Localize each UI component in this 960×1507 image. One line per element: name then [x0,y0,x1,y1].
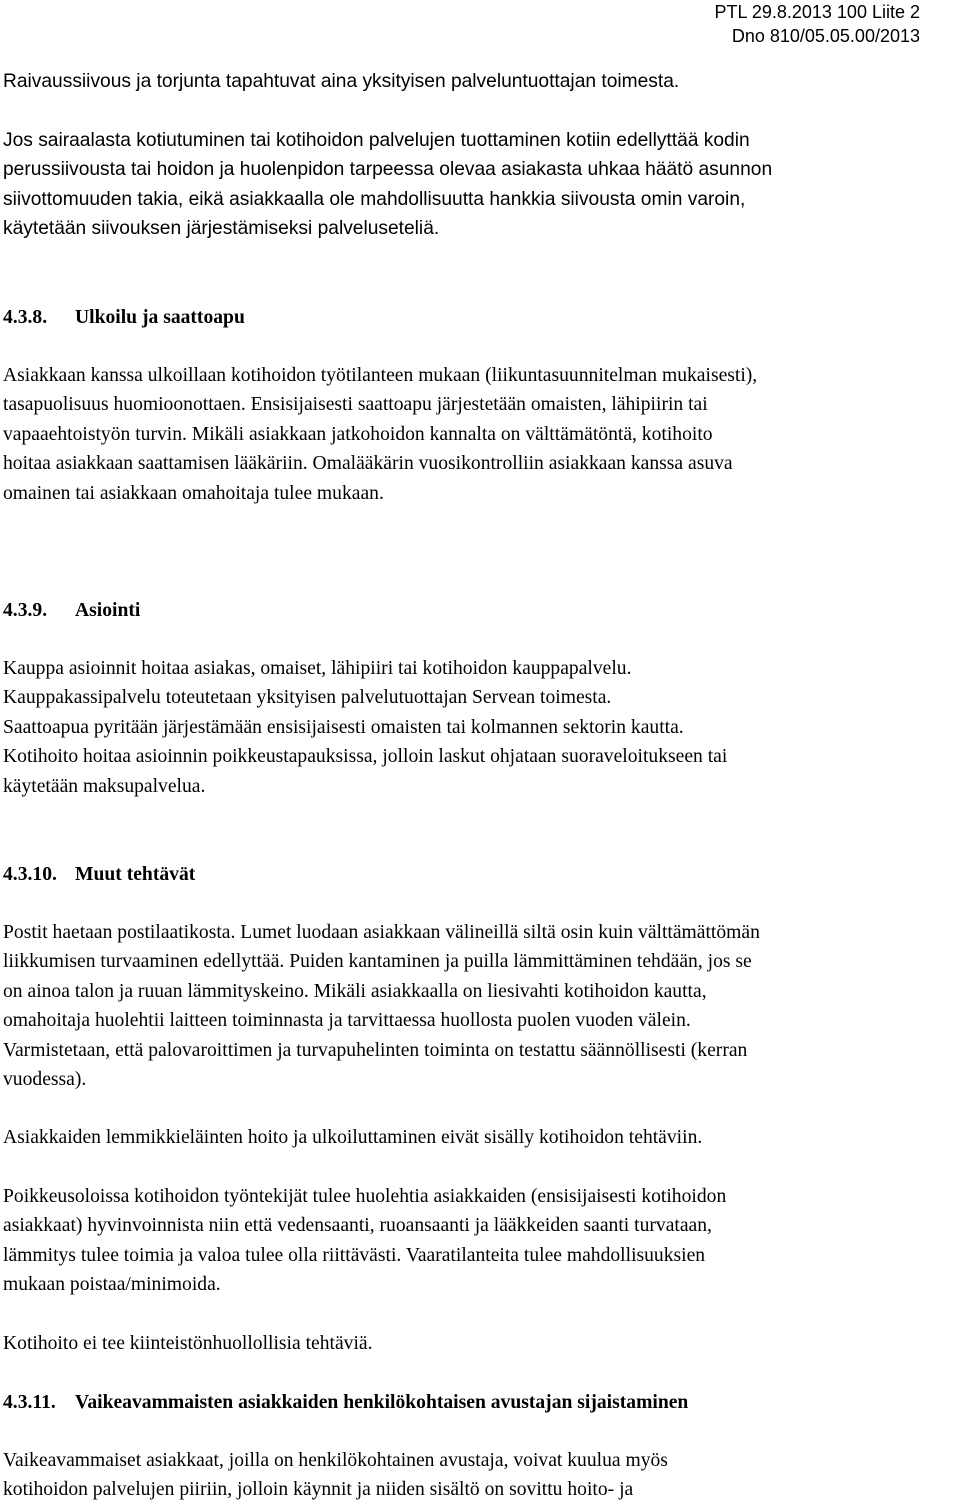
section-title: Muut tehtävät [75,864,196,885]
text-line: Postit haetaan postilaatikosta. Lumet luodaan asiakkaan välineillä siltä osin kuin välttämättömän [3,922,760,943]
text-line: siivottomuuden takia, eikä asiakkaalla ole mahdollisuutta hankkia siivousta omin varoin, [3,188,746,210]
section-heading-4-3-8 [3,303,245,332]
text-line: Varmistetaan, että palovaroittimen ja turvapuhelinten toiminta on testattu säännöllisesti (kerran [3,1039,748,1061]
text-line: Kotihoito hoitaa asioinnin poikkeustapauksissa, jolloin laskut ohjataan suoraveloitukseen tai [3,746,728,768]
text-line: tasapuolisuus huomioonottaen. Ensisijaisesti saattoapu järjestetään omaisten, lähipiirin tai [3,394,708,416]
paragraph-pets [3,1123,958,1152]
text-line: omahoitaja huolehtii laitteen toiminnasta ja tarvittaessa huollosta puolen vuoden välein. [3,1010,691,1032]
text-line: mukaan poistaa/minimoida. [3,1274,221,1296]
paragraph-outdoor-escort [3,361,958,508]
text-line: liikkumisen turvaaminen edellyttää. Puiden kantaminen ja puilla lämmittäminen tehdään, jos se [3,951,752,973]
section-heading-4-3-11 [3,1388,688,1417]
text-line: perussiivousta tai hoidon ja huolenpidon tarpeessa olevaa asiakasta uhkaa häätö asunnon [3,159,773,181]
text-line: Poikkeusoloissa kotihoidon työntekijät tulee huolehtia asiakkaiden (ensisijaisesti kotihoidon [3,1186,727,1207]
section-number: 4.3.11. [3,1392,56,1413]
text-line: käytetään siivouksen järjestämiseksi palveluseteliä. [3,218,440,240]
text-line: asiakkaat) hyvinvoinnista niin että vedensaanti, ruoansaanti ja lääkkeiden saanti turvataan, [3,1215,712,1237]
section-title: Ulkoilu ja saattoapu [75,307,245,328]
section-number: 4.3.8. [3,307,48,328]
text-line: Vaikeavammaiset asiakkaat, joilla on henkilökohtainen avustaja, voivat kuulua myös [3,1450,668,1471]
text-line: Saattoapua pyritään järjestämään ensisijaisesti omaisten tai kolmannen sektorin kautta. [3,716,684,738]
section-number: 4.3.10. [3,864,57,885]
text-line: Asiakkaiden lemmikkieläinten hoito ja ulkoiluttaminen eivät sisälly kotihoidon tehtäviin. [3,1127,703,1148]
header-line-1: PTL 29.8.2013 100 Liite 2 [714,2,920,22]
text-line: lämmitys tulee toimia ja valoa tulee olla riittävästi. Vaaratilanteita tulee mahdollisuuksien [3,1244,706,1266]
paragraph-cleaning-intro [3,67,958,96]
paragraph-other-tasks [3,918,958,1094]
section-heading-4-3-9 [3,596,140,625]
text-line: Jos sairaalasta kotiutuminen tai kotihoidon palvelujen tuottaminen kotiin edellyttää kodin [3,130,750,151]
text-line: vapaaehtoistyön turvin. Mikäli asiakkaan jatkohoidon kannalta on välttämätöntä, kotihoito [3,423,713,445]
text-line: Kauppakassipalvelu toteutetaan yksityisen palvelutuottajan Servean toimesta. [3,687,612,709]
paragraph-emergency [3,1182,958,1300]
section-title: Asiointi [75,600,141,621]
header-line-2: Dno 810/05.05.00/2013 [731,26,920,46]
page-header [715,0,921,48]
text-line: Raivaussiivous ja torjunta tapahtuvat aina yksityisen palveluntuottajan toimesta. [3,71,680,92]
text-line: Kotihoito ei tee kiinteistönhuollollisia tehtäviä. [3,1333,373,1354]
text-line: Asiakkaan kanssa ulkoillaan kotihoidon työtilanteen mukaan (liikuntasuunnitelman mukaisesti), [3,365,758,386]
text-line: on ainoa talon ja ruuan lämmityskeino. Mikäli asiakkaalla on liesivahti kotihoidon kautta, [3,980,707,1002]
section-number: 4.3.9. [3,600,48,621]
paragraph-personal-assistant [3,1446,958,1505]
text-line: vuodessa). [3,1069,87,1091]
paragraph-errands [3,654,958,801]
paragraph-property-maintenance [3,1329,958,1358]
text-line: Kauppa asioinnit hoitaa asiakas, omaiset, lähipiiri tai kotihoidon kauppapalvelu. [3,658,632,679]
text-line: hoitaa asiakkaan saattamisen lääkäriin. Omalääkärin vuosikontrolliin asiakkaan kanssa asuva [3,453,733,475]
text-line: kotihoidon palvelujen piiriin, jolloin käynnit ja niiden sisältö on sovittu hoito- ja [3,1479,634,1501]
paragraph-home-cleaning [3,126,958,244]
section-heading-4-3-10 [3,860,195,889]
text-line: omainen tai asiakkaan omahoitaja tulee mukaan. [3,482,384,504]
text-line: käytetään maksupalvelua. [3,775,206,797]
section-title: Vaikeavammaisten asiakkaiden henkilökohtaisen avustajan sijaistaminen [75,1392,689,1413]
